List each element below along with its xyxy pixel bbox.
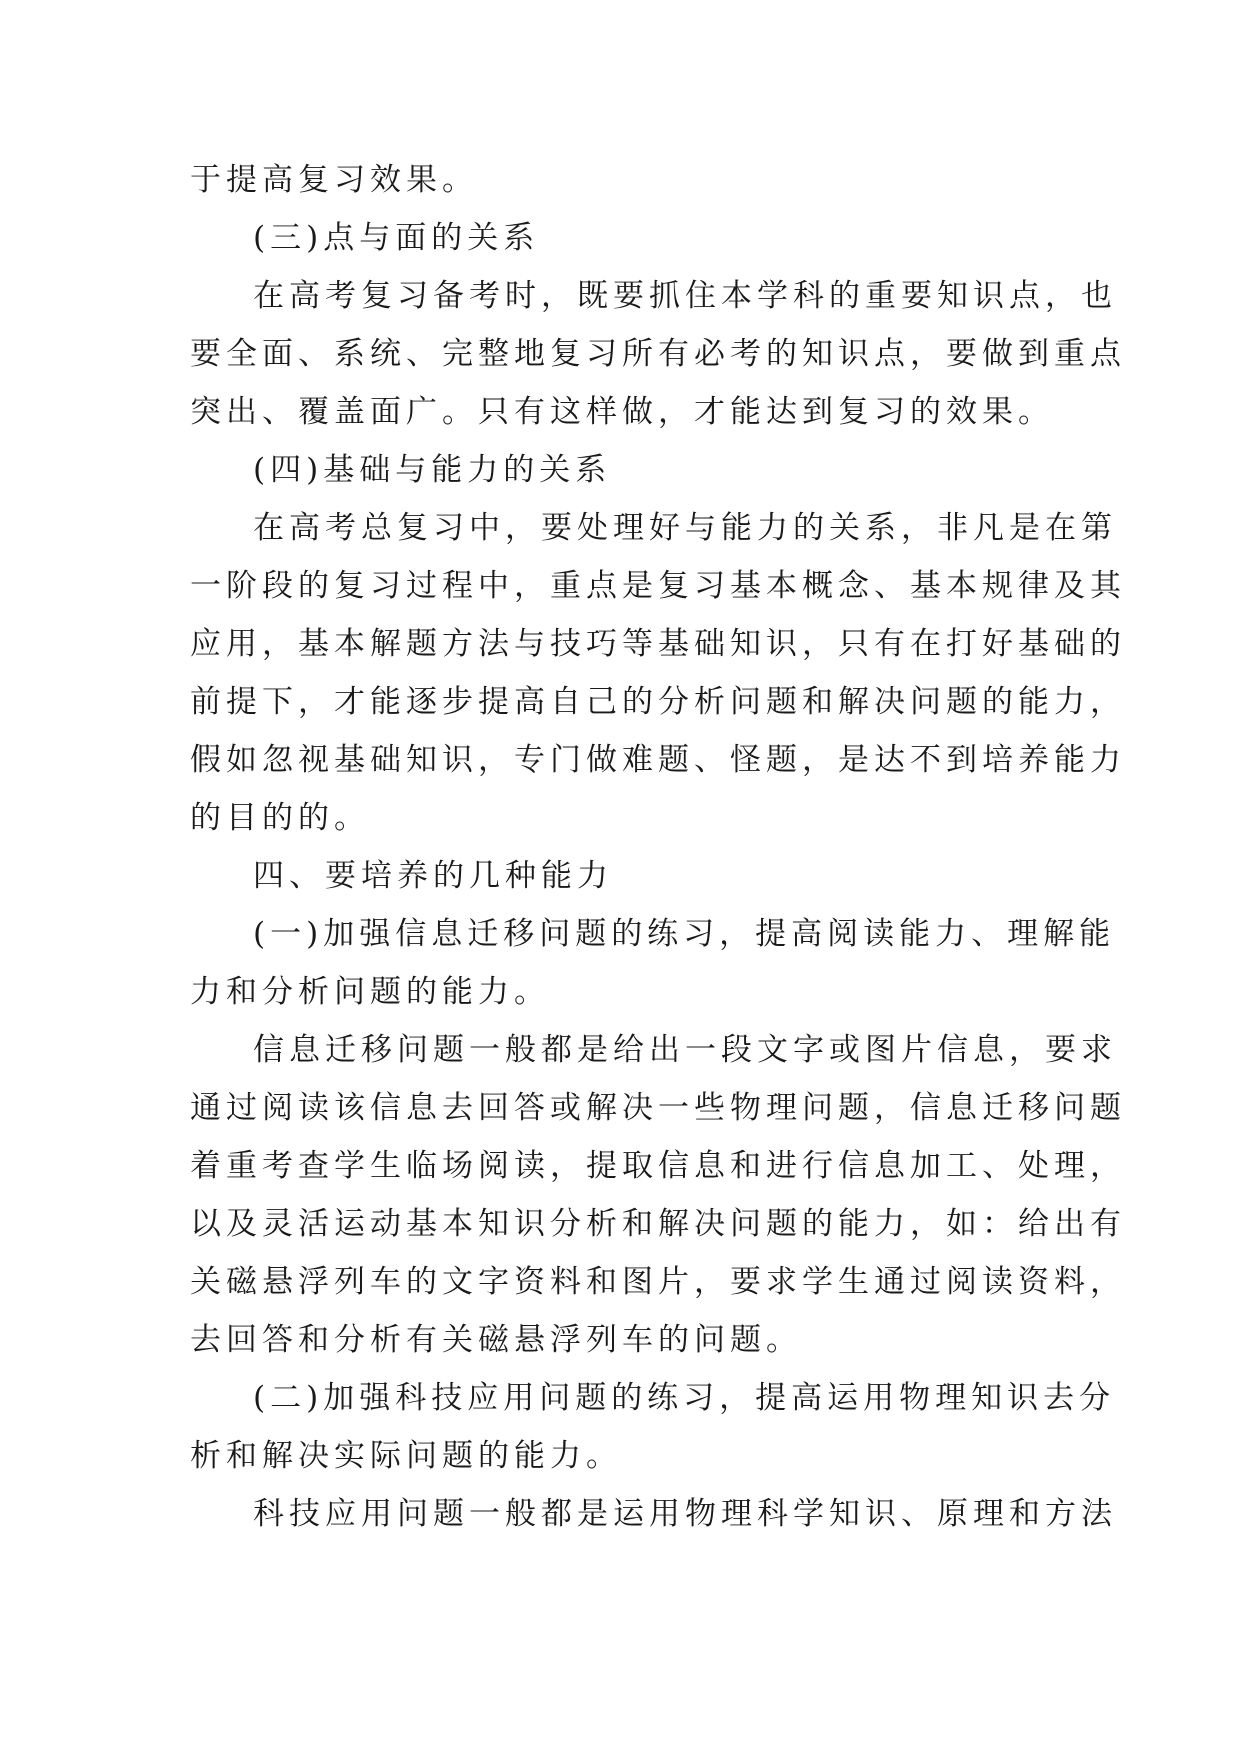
text-line: 通过阅读该信息去回答或解决一些物理问题，信息迁移问题: [190, 1090, 1126, 1126]
text-line: 析和解决实际问题的能力。: [190, 1438, 622, 1474]
text-line: 力和分析问题的能力。: [190, 974, 550, 1010]
text-line: (三)点与面的关系: [253, 220, 540, 256]
text-line: 在高考总复习中，要处理好与能力的关系，非凡是在第: [253, 510, 1117, 546]
text-line: (二)加强科技应用问题的练习，提高运用物理知识去分: [253, 1380, 1116, 1416]
text-line: 以及灵活运动基本知识分析和解决问题的能力，如：给出有: [190, 1206, 1126, 1242]
text-line: 科技应用问题一般都是运用物理科学知识、原理和方法: [253, 1496, 1117, 1532]
text-line: 应用，基本解题方法与技巧等基础知识，只有在打好基础的: [190, 626, 1126, 662]
text-line: 突出、覆盖面广。只有这样做，才能达到复习的效果。: [190, 394, 1054, 430]
text-line: (四)基础与能力的关系: [253, 452, 612, 488]
text-line: 于提高复习效果。: [190, 162, 478, 198]
text-line: 四、要培养的几种能力: [253, 858, 613, 894]
text-line: 一阶段的复习过程中，重点是复习基本概念、基本规律及其: [190, 568, 1126, 604]
text-line: 假如忽视基础知识，专门做难题、怪题，是达不到培养能力: [190, 742, 1126, 778]
document-body: [190, 151, 1126, 1543]
text-line: 信息迁移问题一般都是给出一段文字或图片信息，要求: [253, 1032, 1117, 1068]
text-line: 去回答和分析有关磁悬浮列车的问题。: [190, 1322, 802, 1358]
text-line: 的目的的。: [190, 800, 370, 836]
text-line: 前提下，才能逐步提高自己的分析问题和解决问题的能力，: [190, 684, 1126, 720]
text-line: 着重考查学生临场阅读，提取信息和进行信息加工、处理，: [190, 1148, 1126, 1184]
text-line: 关磁悬浮列车的文字资料和图片，要求学生通过阅读资料，: [190, 1264, 1126, 1300]
text-line: (一)加强信息迁移问题的练习，提高阅读能力、理解能: [253, 916, 1116, 952]
text-line: 在高考复习备考时，既要抓住本学科的重要知识点，也: [253, 278, 1117, 314]
text-line: 要全面、系统、完整地复习所有必考的知识点，要做到重点: [190, 336, 1126, 372]
